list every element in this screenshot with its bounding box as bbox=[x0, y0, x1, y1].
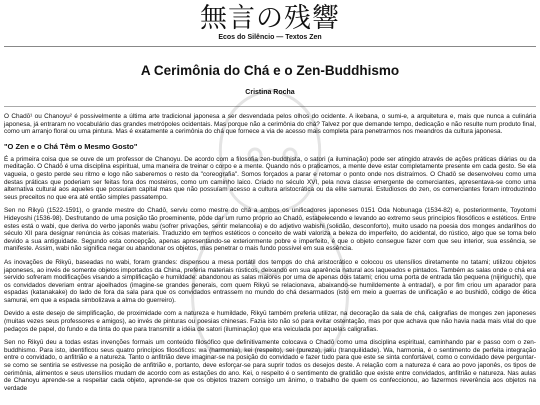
site-banner bbox=[0, 0, 540, 42]
intro-paragraph: O Chadō¹ ou Chanoyu² é possivelmente a última arte tradicional japonesa a ser desvendada pelos olhos do ocidente. A ikebana, o sumi-e, a arquitetura e, mais que nunca a culinária japonesa, já entraram no vocabulário das grandes metrópoles ocidentais. Mas porque não a cerimônia do chá? Talvez por que demande tempo, dedicação e não resulte num produto final, como um arranjo floral ou uma pintura. Mas é exatamente a cerimônia do chá que fornece a via de acesso mais completa para penetrarmos nos meandros da cultura japonesa. bbox=[4, 113, 536, 136]
article-body bbox=[0, 113, 540, 392]
site-logo[interactable]: 無言の残響 bbox=[200, 3, 340, 34]
article-author: Cristina Rocha bbox=[245, 89, 295, 96]
body-paragraph: As inovações de Rikyū, baseadas no wabi, foram grandes: dispensou a mesa portátil dos tempos do chá aristocrático e colocou os utensílios diretamente no tatami; utilizou objetos japoneses, ao invés de somente objetos importados da China, preferia materiais rústicos, deixando em sua aparência natural aos laqueados e pintados. Também as salas onde o chá era servido sofreram modificações visando a simplificação e humildade: abandonou as salas maiores por uma de apenas dois tatami; criou uma porta de entrada tão pequena (nijiriguchi), que os convidados deveriam entrar ajoelhados (imagine-se grandes generais, com quem Rikyū se relacionava, abaixando-se humildemente à entrada!), e por fim criou um aparador para espadas (katanakake) do lado de fora da sala para que os convidados entrassem no mundo do chá desarmados (isto em meio a guerras de unificação e ao bushidō, código de ética samurai, em que a espada simbolizava a alma do guerreiro). bbox=[4, 258, 536, 304]
section-heading: "O Zen e o Chá Têm o Mesmo Gosto" bbox=[4, 141, 138, 151]
body-paragraph: É a primeira coisa que se ouve de um professor de Chanoyu. De acordo com a filosofia zen-buddhista, o satori (a iluminação) pode ser atingido através de ações práticas diárias ou da meditação. O Chadō é uma disciplina espiritual, uma maneira de treinar o corpo e a mente. Quando nós o praticamos, a mente deve estar completamente presente em cada gesto. Se ela vagueia, o gesto perde seu ritmo e logo não saberemos o resto da "coreografia". Somos forçados a parar e retomar o ponto onde nos distraímos. O Chadō se desenvolveu como uma destas práticas que poderiam ser feitas fora dos mosteiros, como um caminho laico. Criado no século XVI, pela nova classe emergente de comerciantes, apresentava-se como uma alternativa cultural aos aqueles que possuíam capital mas que não possuíam acesso a cultura aristocrática ou da elite samurai. Estudiosos do zen, os comerciantes foram introduzindo seus preceitos no que era até então simples passatempo. bbox=[4, 155, 536, 201]
body-paragraph: Sen no Rikyū (1522-1591), o grande mestre do Chadō, serviu como mestre do chá a ambos os unificadores japoneses 0151 Oda Nobunaga (1534-82) e, posteriormente, Toyotomi Hideyoshi (1536-98). Desfrutando de uma posição tão proeminente, pôde dar um rumo próprio ao Chadō, estabelecendo e levando ao extremo seus princípios filosóficos e estéticos. Entre estes está o wabi, que deriva do verbo japonês wabu (sofrer privações, sentir melancolia) e do adjetivo wabishi (solidão, desconforto), muito usado na poesia dos monges andarilhos do século XII para designar renúncia às coisas materiais. Traduzido em termos estéticos o conceito de wabi valoriza a beleza do imperfeito, do acidental, do rústico, algo que se toma belo devido a sua antiguidade. Segundo esta concepção, apenas apresentando-se exteriormente pobre e imperfeito, é que o objeto consegue fazer com que seu interior, sua essência, se manifeste. Assim, wabi não significa negar ou abandonar os objetos, mas penetrar o mais fundo possível em sua essência. bbox=[4, 207, 536, 253]
body-paragraph: Sen no Rikyū deu a todas estas invenções formais um conteúdo filosófico que definitivamente colocava o Chadō como uma disciplina espiritual, caminhando par e passo com o zen-buddhismo. Para isto, identificou seus quatro princípios filosóficos: wa (harmonia), kei (respeito), sei (pureza), jaku (tranquilidade). Wa, harmonia, é o sentimento de perfeita integração entre o convidado, o anfitrião e a natureza. Tanto o anfitrião deve imaginar-se na posição do convidado e fazer tudo para que este se sinta confortável, como o convidado deve perguntar-se como se sentiria se estivesse na posição de anfitrião e, portanto, deve esforçar-se para suprir todos os desejos deste. A relação com a natureza é cara ao povo japonês, os tipos de cerimônia, alimentos e seus utensílios mudam de acordo com as estações do ano. Kei, o respeito é o sentimento de gratidão que existe entre convidados, anfitrião e natureza. Nas aulas de Chanoyu aprende-se a respeitar cada objeto, aprende-se que os objetos trazem consigo um ânimo, o trabalho de quem os confeccionou, ao fazermos reverência aos objetos na verdade bbox=[4, 339, 536, 392]
header-divider bbox=[4, 46, 536, 47]
article-title: A Cerimônia do Chá e o Zen-Buddhismo bbox=[140, 63, 400, 78]
title-divider bbox=[4, 106, 536, 107]
site-subtitle: Ecos do Silêncio — Textos Zen bbox=[218, 34, 322, 41]
body-paragraph: Devido a este desejo de simplificação, de proximidade com a natureza e humildade, Rikyū também preferia utilizar, na decoração da sala de chá, caligrafias de monges zen japoneses (muitas vezes seus professores e amigos), ao invés de pinturas ou poesias chinesas. Fazia isto não só para evitar ostentação, mas por que achava que não havia nada mais vital do que pedaços de papel, do fundo e da tinta do que para transmitir a idéia de satori (iluminação) que era veiculada por aquelas caligrafias. bbox=[4, 310, 536, 333]
